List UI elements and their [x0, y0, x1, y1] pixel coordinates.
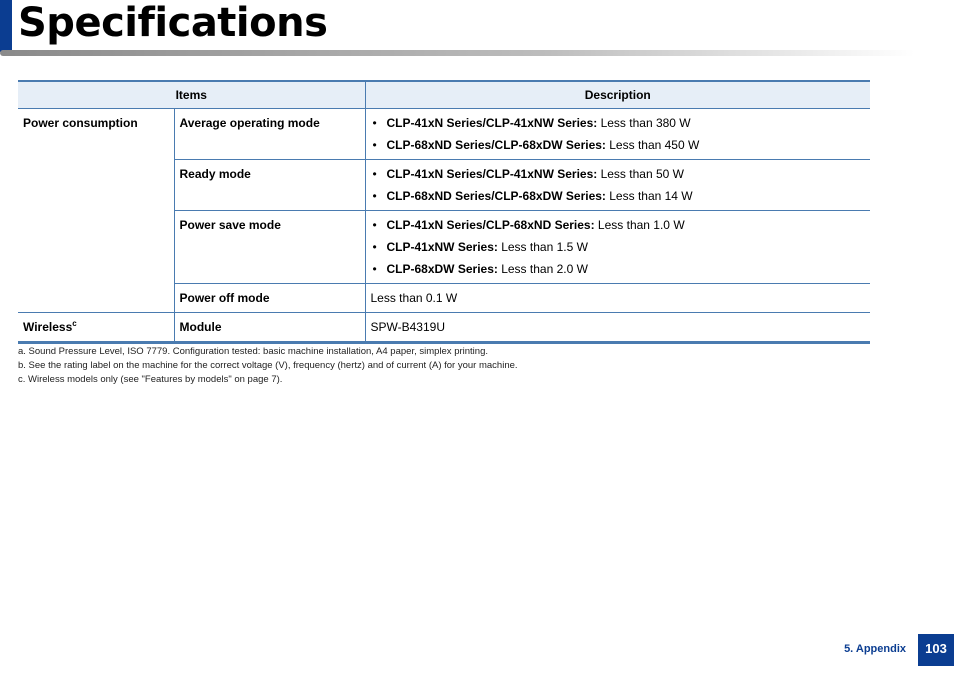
average-mode-values — [365, 108, 870, 159]
footnote-b: b. See the rating label on the machine for the correct voltage (V), frequency (hertz) and of current (A) for your machine. — [18, 360, 518, 371]
specifications-table — [18, 80, 870, 344]
list-item: • CLP-41xN Series/CLP-41xNW Series: Less than 50 W — [371, 166, 866, 182]
title-accent-bar — [0, 0, 12, 52]
list-item: • CLP-68xDW Series: Less than 2.0 W — [371, 261, 866, 277]
list-item: • CLP-41xNW Series: Less than 1.5 W — [371, 239, 866, 255]
ready-mode-values — [365, 159, 870, 210]
footnotes — [18, 345, 518, 387]
table-row — [18, 312, 870, 342]
page-title: Specifications — [18, 0, 328, 46]
power-off-mode-value: Less than 0.1 W — [365, 283, 870, 312]
footer-section-label: 5. Appendix — [844, 643, 906, 655]
header-items: Items — [18, 81, 365, 108]
power-off-mode-label: Power off mode — [174, 283, 365, 312]
title-divider — [0, 50, 915, 56]
list-item: • CLP-41xN Series/CLP-41xNW Series: Less than 380 W — [371, 115, 866, 131]
header-description: Description — [365, 81, 870, 108]
footnote-c: c. Wireless models only (see "Features by models" on page 7). — [18, 374, 283, 385]
average-mode-label: Average operating mode — [174, 108, 365, 159]
page-number: 103 — [918, 634, 954, 666]
table-header-row — [18, 81, 870, 108]
footnote-a: a. Sound Pressure Level, ISO 7779. Configuration tested: basic machine installation, A4 paper, simplex printing. — [18, 346, 488, 357]
list-item: • CLP-68xND Series/CLP-68xDW Series: Less than 14 W — [371, 188, 866, 204]
ready-mode-label: Ready mode — [174, 159, 365, 210]
module-value: SPW-B4319U — [365, 312, 870, 342]
wireless-label: Wireless$^c$ — [18, 312, 174, 342]
footnote-marker: c — [72, 318, 77, 328]
power-save-mode-label: Power save mode — [174, 210, 365, 283]
list-item: • CLP-68xND Series/CLP-68xDW Series: Less than 450 W — [371, 137, 866, 153]
power-save-mode-values — [365, 210, 870, 283]
module-label: Module — [174, 312, 365, 342]
power-consumption-label: Power consumption — [18, 108, 174, 312]
table-row — [18, 108, 870, 159]
list-item: • CLP-41xN Series/CLP-68xND Series: Less than 1.0 W — [371, 217, 866, 233]
